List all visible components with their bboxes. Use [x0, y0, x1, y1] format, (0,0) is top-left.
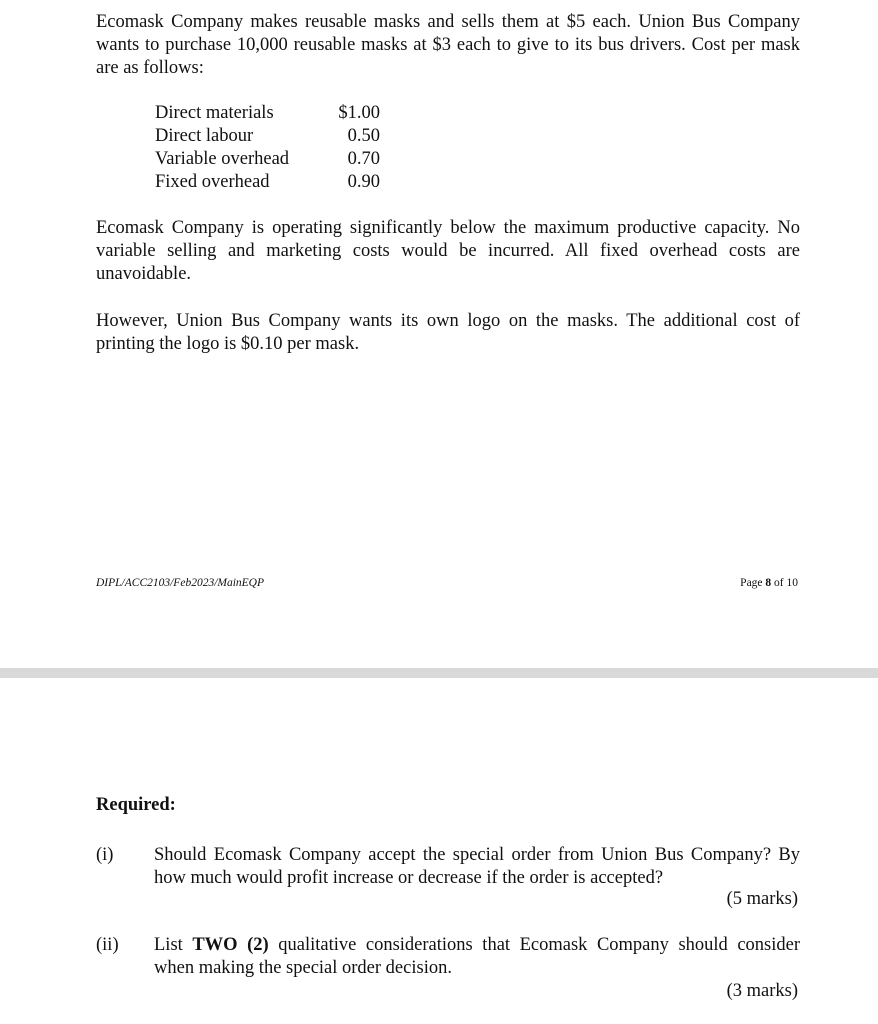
question-text — [154, 934, 800, 980]
question-number: (i) — [96, 845, 114, 865]
question-marks: (5 marks) — [726, 889, 798, 909]
intro-paragraph: Ecomask Company makes reusable masks and sells them at $5 each. Union Bus Company wants to purchase 10,000 reusable masks at $3 each to give to its bus drivers. Cost per mask are as follows: — [96, 12, 800, 78]
cost-value: $1.00 — [338, 103, 380, 123]
question-marks: (3 marks) — [726, 981, 798, 1001]
page-separator — [0, 668, 878, 678]
logo-cost-paragraph: However, Union Bus Company wants its own logo on the masks. The additional cost of printing the logo is $0.10 per mask. — [96, 311, 800, 354]
capacity-paragraph: Ecomask Company is operating significantly below the maximum productive capacity. No variable selling and marketing costs would be incurred. All fixed overhead costs are unavoidable. — [96, 218, 800, 284]
cost-per-mask-table — [155, 102, 380, 194]
question-text: Should Ecomask Company accept the special order from Union Bus Company? By how much would profit increase or decrease if the order is accepted? — [154, 845, 800, 888]
cost-row — [155, 171, 380, 194]
cost-value: 0.70 — [347, 149, 380, 169]
required-heading: Required: — [96, 795, 176, 815]
cost-row — [155, 125, 380, 148]
page-current: 8 — [765, 577, 772, 589]
question-text-end: qualitative considerations that Ecomask Company should consider when making the special order decision. — [154, 935, 801, 978]
cost-item: Fixed overhead — [155, 172, 270, 192]
cost-row — [155, 148, 380, 171]
cost-row — [155, 102, 380, 125]
document-code: DIPL/ACC2103/Feb2023/MainEQP — [96, 577, 265, 589]
cost-item: Direct labour — [155, 126, 254, 146]
question-text-start: List — [154, 935, 193, 955]
cost-item: Variable overhead — [155, 149, 290, 169]
cost-value: 0.50 — [347, 126, 380, 146]
page-number — [740, 577, 798, 589]
cost-item: Direct materials — [155, 103, 274, 123]
question-number: (ii) — [96, 935, 119, 955]
cost-value: 0.90 — [347, 172, 380, 192]
page-prefix: Page — [740, 577, 766, 589]
page-suffix: of 10 — [771, 577, 798, 589]
question-text-emphasis: TWO (2) — [192, 935, 269, 955]
